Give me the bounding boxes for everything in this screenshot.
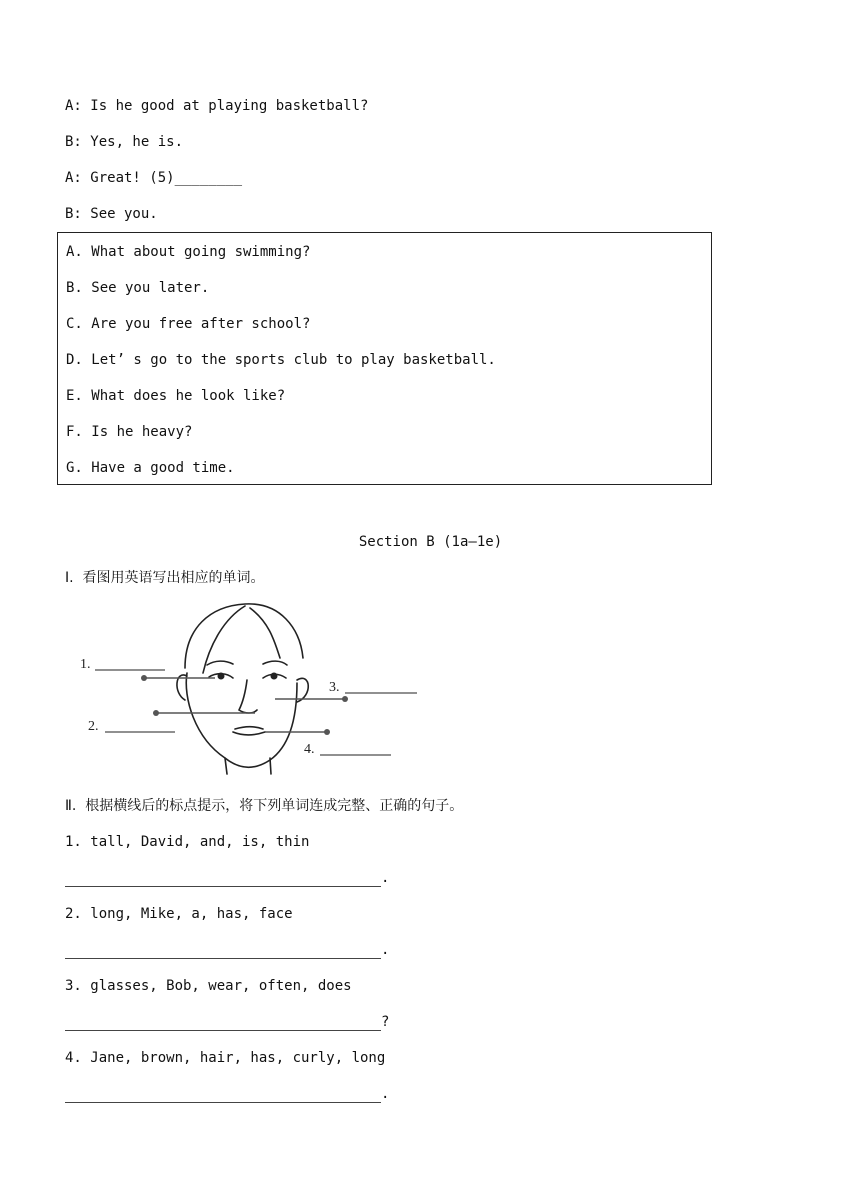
dialogue-line-3: A: Great! (5)________ (65, 170, 243, 186)
end-punct: . (381, 870, 390, 886)
option-c: C. Are you free after school? (66, 316, 311, 332)
label-2: 2. (88, 719, 99, 734)
dialogue-line-4: B: See you. (65, 206, 158, 222)
answer-blank[interactable] (65, 944, 381, 959)
answer-blank[interactable] (65, 1088, 381, 1103)
option-g: G. Have a good time. (66, 460, 235, 476)
answer-blank[interactable] (65, 872, 381, 887)
label-4: 4. (304, 742, 315, 757)
answer-line-3[interactable] (65, 1013, 389, 1031)
dialogue-line-2: B: Yes, he is. (65, 134, 184, 150)
face-figure (75, 598, 425, 776)
option-b: B. See you later. (66, 280, 210, 296)
label-1: 1. (80, 657, 91, 672)
end-punct: ? (381, 1014, 390, 1030)
options-box (57, 232, 712, 485)
sentence-prompt-2: 2. long, Mike, a, has, face (65, 906, 293, 922)
sentence-prompt-1: 1. tall, David, and, is, thin (65, 834, 310, 850)
option-e: E. What does he look like? (66, 388, 286, 404)
sentence-prompt-4: 4. Jane, brown, hair, has, curly, long (65, 1050, 386, 1066)
option-d: D. Let’ s go to the sports club to play basketball. (66, 352, 496, 368)
answer-line-1[interactable] (65, 869, 389, 887)
option-a: A. What about going swimming? (66, 244, 311, 260)
answer-blank[interactable] (65, 1016, 381, 1031)
label-3: 3. (329, 680, 340, 695)
section-title: Section B (1a—1e) (358, 534, 503, 550)
sentence-prompt-3: 3. glasses, Bob, wear, often, does (65, 978, 352, 994)
dialogue-line-1: A: Is he good at playing basketball? (65, 98, 369, 114)
option-f: F. Is he heavy? (66, 424, 193, 440)
end-punct: . (381, 1086, 390, 1102)
end-punct: . (381, 942, 390, 958)
part1-heading: Ⅰ. 看图用英语写出相应的单词。 (65, 570, 265, 586)
answer-line-4[interactable] (65, 1085, 389, 1103)
part2-heading: Ⅱ. 根据横线后的标点提示，将下列单词连成完整、正确的句子。 (65, 798, 464, 814)
answer-line-2[interactable] (65, 941, 389, 959)
